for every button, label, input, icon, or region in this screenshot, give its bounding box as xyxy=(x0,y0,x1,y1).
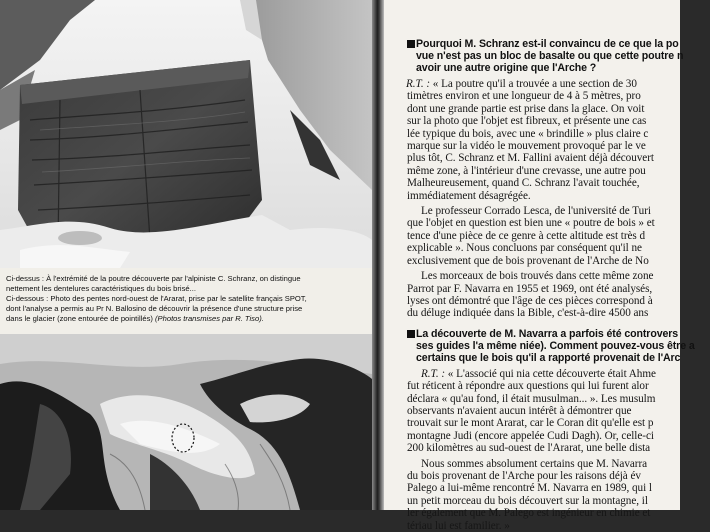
bullet-square-icon xyxy=(407,330,415,338)
question-line: avoir une autre origine que l'Arche ? xyxy=(416,62,597,74)
answer-line: Palego a lui-même rencontré M. Navarra en 1989, qui l xyxy=(407,482,652,495)
answer-line: marque sur la vidéo le mouvement provoqué par le ve xyxy=(407,140,646,153)
question-line: vue n'est pas un bloc de basalte ou que cette poutre n xyxy=(416,50,684,62)
caption-line: Ci-dessous : Photo des pentes nord-ouest de l'Ararat, prise par le satellite français SPOT, xyxy=(6,294,307,303)
answer-line: Malheureusement, quand C. Schranz l'avait touchée, xyxy=(407,177,640,190)
caption-line: Ci-dessus : À l'extrémité de la poutre découverte par l'alpiniste C. Schranz, on distingue xyxy=(6,274,301,283)
answer-line: du bois provenant de l'Arche pour les raisons déjà év xyxy=(407,469,641,482)
answer-line: Les morceaux de bois trouvés dans cette même zone xyxy=(421,270,654,283)
question-line: La découverte de M. Navarra a parfois été controvers xyxy=(416,327,679,340)
answer-line: que l'objet en question est bien une « poutre de bois » et xyxy=(407,217,655,230)
paragraph-lesca xyxy=(390,205,710,267)
answer-line: observants n'avaient aucun intérêt à démontrer que xyxy=(407,404,632,417)
answer-line: du déluge indiquée dans la Bible, c'est-à-dire 4500 ans xyxy=(407,307,649,320)
answer-line: timètres environ et une longueur de 4 à 5 mètres, pro xyxy=(407,90,641,103)
satellite-photo xyxy=(0,334,372,510)
answer-line: même zone, à l'intérieur d'une crevasse, une autre pou xyxy=(407,164,646,177)
question-line: ses guides l'a même niée). Comment pouvez-vous être a xyxy=(416,339,695,352)
answer-line: explicable ». Nous concluons par conséquent qu'il ne xyxy=(407,242,642,255)
answer-line: sur la photo que l'objet est fibreux, et présente une cas xyxy=(407,115,647,128)
answer-line: tence d'une pièce de ce genre à cette altitude est très d xyxy=(407,229,646,242)
caption-line: dont l'analyse a permis au Pr N. Ballosino de découvrir la présence d'une structure prise xyxy=(6,304,303,313)
photo-caption xyxy=(6,274,366,324)
right-page xyxy=(384,0,695,532)
answer-line: 200 kilomètres au sud-ouest de l'Ararat, une belle dista xyxy=(407,442,651,455)
answer-line: Le professeur Corrado Lesca, de l'université de Turi xyxy=(421,205,651,218)
caption-line: dans le glacier (zone entourée de pointillés) xyxy=(6,314,153,323)
answer-line: déclara « qu'au fond, il était musulman... ». Les musulm xyxy=(407,392,656,405)
answer-line: « La poutre qu'il a trouvée a une section de 30 xyxy=(432,78,637,90)
answer-speaker: R.T. : xyxy=(421,367,446,380)
answer-line: plus tôt, C. Schranz et M. Fallini avaient déjà découvert xyxy=(407,152,654,165)
answer-line: Nous sommes absolument certains que M. Navarra xyxy=(421,457,648,470)
answer-1 xyxy=(390,78,710,90)
question-line: Pourquoi M. Schranz est-il convaincu de ce que la po xyxy=(416,38,679,50)
answer-line: ler également que M. Palego est ingénieur en chimie et xyxy=(407,507,651,520)
answer-line: Parrot par F. Navarra en 1955 et 1969, ont été analysés, xyxy=(407,282,653,295)
answer-line: « L'associé qui nia cette découverte était Ahme xyxy=(447,367,656,380)
answer-line: exclusivement que de bois provenant de l'Arche de No xyxy=(407,254,649,267)
answer-line: tériau lui est familier. » xyxy=(407,519,510,532)
question-line: certains que le bois qu'il a rapporté provenait de l'Arc xyxy=(416,351,681,364)
answer-line: montagne Judi (encore appelée Cudi Dagh). Or, celle-ci xyxy=(407,429,654,442)
wood-beam-photo xyxy=(0,0,372,268)
bullet-square-icon xyxy=(407,40,415,48)
question-2 xyxy=(390,328,710,364)
answer-line: fut réticent à répondre aux questions qui lui furent alor xyxy=(407,380,649,393)
answer-line: un petit morceau du bois découvert sur la montagne, il xyxy=(407,494,648,507)
photo-credit: (Photos transmises par R. Tiso). xyxy=(155,314,264,323)
question-1 xyxy=(390,38,710,74)
paragraph-palego xyxy=(390,458,710,532)
answer-line: immédiatement désagrégée. xyxy=(407,189,531,202)
answer-line: lée typique du bois, avec une « brindille » plus claire c xyxy=(407,127,649,140)
caption-line: nettement les dentelures caractéristiques du bois brisé... xyxy=(6,284,196,293)
paragraph-navarra-wood xyxy=(390,270,710,320)
article-column xyxy=(390,0,710,532)
answer-line: dont une grande partie est prise dans la glace. On voit xyxy=(407,102,645,115)
book-gutter xyxy=(372,0,384,510)
answer-line: lyses ont démontré que l'âge de ces pièces correspond à xyxy=(407,294,653,307)
answer-2 xyxy=(390,368,710,455)
answer-1-continued xyxy=(390,90,710,202)
answer-line: trouvait sur le mont Ararat, car le Coran dit qu'elle est p xyxy=(407,417,654,430)
answer-speaker: R.T. : xyxy=(406,78,431,90)
